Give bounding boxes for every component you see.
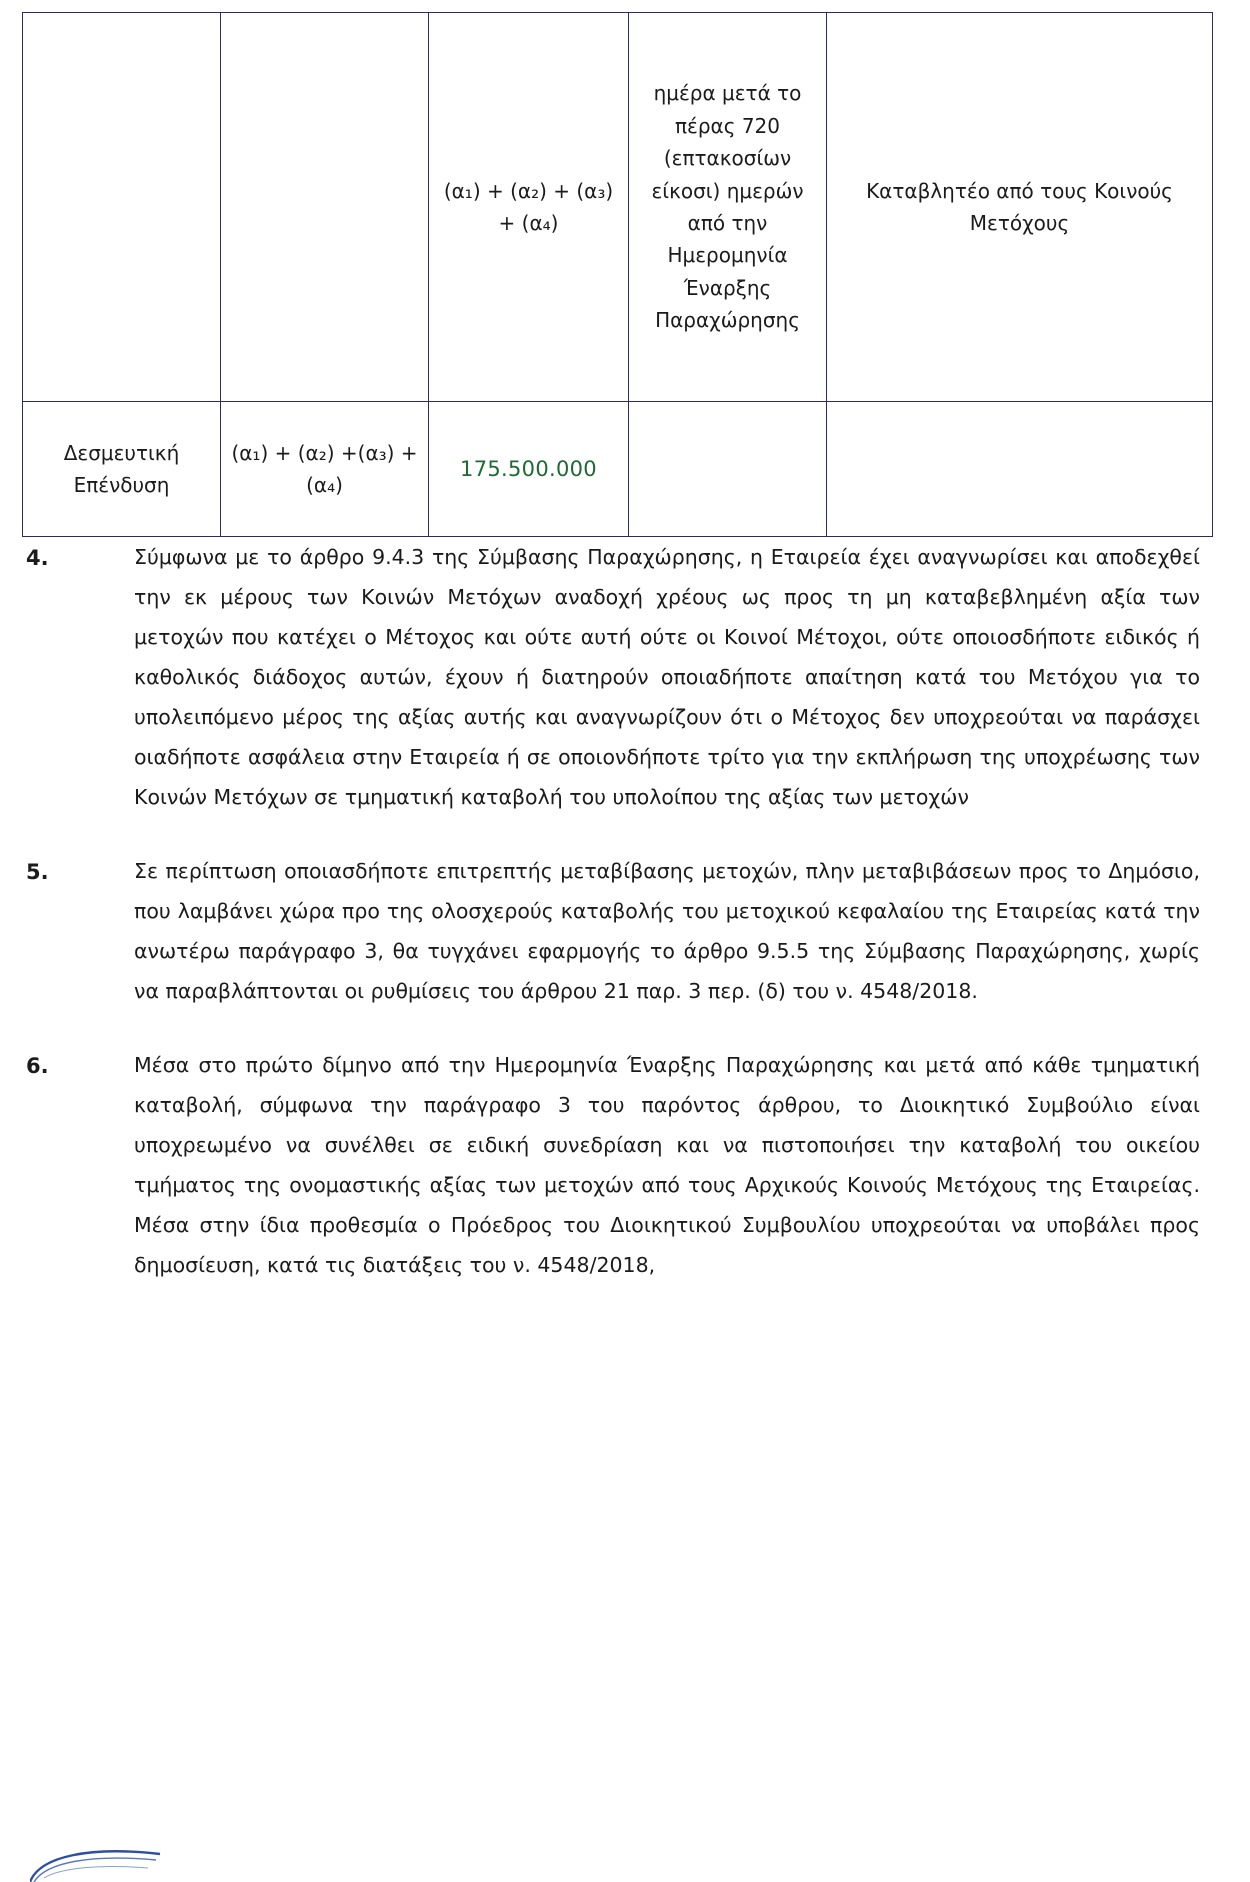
paragraph-number: 4. — [26, 546, 49, 570]
concession-payment-table — [22, 12, 1213, 537]
table-cell-empty-3 — [629, 402, 827, 537]
table-cell-payer: Καταβλητέο από τους Κοινούς Μετόχους — [827, 13, 1213, 402]
paragraph-number: 5. — [26, 859, 49, 884]
table-row — [23, 402, 1213, 537]
table-cell-amount: 175.500.000 — [429, 402, 629, 537]
paragraph-4 — [22, 538, 1218, 818]
table-row — [23, 13, 1213, 402]
paragraph-6 — [22, 1046, 1218, 1286]
table-cell-empty-4 — [827, 402, 1213, 537]
table-container — [22, 12, 1212, 537]
paragraph-number: 6. — [26, 1053, 49, 1078]
table-cell-binding-investment: Δεσμευτική Επένδυση — [23, 402, 221, 537]
paragraph-5 — [22, 852, 1218, 1012]
document-body — [22, 538, 1218, 1319]
table-cell-binding-formula: (α₁) + (α₂) +(α₃) + (α₄) — [221, 402, 429, 537]
paragraph-text: Μέσα στο πρώτο δίμηνο από την Ημερομηνία Έναρξης Παραχώρησης και μετά από κάθε τμηματική καταβολή, σύμφωνα την παράγραφο 3 του παρόντος άρθρου, το Διοικητικό Συμβούλιο είναι υποχρεωμένο να συνέλθει σε ειδική συνεδρίαση και να πιστοποιήσει την καταβολή του οικείου τμήματος της ονομαστικής αξίας των μετοχών από τους Αρχικούς Κοινούς Μετόχους της Εταιρείας. Μέσα στην ίδια προθεσμία ο Πρόεδρος του Διοικητικού Συμβουλίου υποχρεούται να υποβάλει προς δημοσίευση, κατά τις διατάξεις του ν. 4548/2018, — [134, 1052, 1200, 1277]
paragraph-text: Σε περίπτωση οποιασδήποτε επιτρεπτής μεταβίβασης μετοχών, πλην μεταβιβάσεων προς το Δημόσιο, που λαμβάνει χώρα προ της ολοσχερούς καταβολής του μετοχικού κεφαλαίου της Εταιρείας κατά την ανωτέρω παράγραφο 3, θα τυγχάνει εφαρμογής το άρθρο 9.5.5 της Σύμβασης Παραχώρησης, χωρίς να παραβλάπτονται οι ρυθμίσεις του άρθρου 21 παρ. 3 περ. (δ) του ν. 4548/2018. — [134, 858, 1200, 1003]
table-cell-deadline: ημέρα μετά το πέρας 720 (επτακοσίων είκοσι) ημερών από την Ημερομηνία Έναρξης Παραχώρησης — [629, 13, 827, 402]
table-cell-empty-1 — [23, 13, 221, 402]
table-cell-installments-formula: (α₁) + (α₂) + (α₃) + (α₄) — [429, 13, 629, 402]
table-cell-empty-2 — [221, 13, 429, 402]
paragraph-text: Σύμφωνα με το άρθρο 9.4.3 της Σύμβασης Παραχώρησης, η Εταιρεία έχει αναγνωρίσει και αποδεχθεί την εκ μέρους των Κοινών Μετόχων αναδοχή χρέους ως προς τη μη καταβεβλημένη αξία των μετοχών που κατέχει ο Μέτοχος και ούτε αυτή ούτε οι Κοινοί Μέτοχοι, ούτε οποιοσδήποτε ειδικός ή καθολικός διάδοχος αυτών, έχουν ή διατηρούν οποιαδήποτε απαίτηση κατά του Μετόχου για το υπολειπόμενο μέρος της αξίας αυτής και αναγνωρίζουν ότι ο Μέτοχος δεν υποχρεούται να παράσχει οιαδήποτε ασφάλεια στην Εταιρεία ή σε οποιονδήποτε τρίτο για την εκπλήρωση της υποχρέωσης των Κοινών Μετόχων σε τμηματική καταβολή του υπολοίπου της αξίας των μετοχών — [134, 545, 1200, 809]
stamp-fragment — [30, 1848, 180, 1882]
